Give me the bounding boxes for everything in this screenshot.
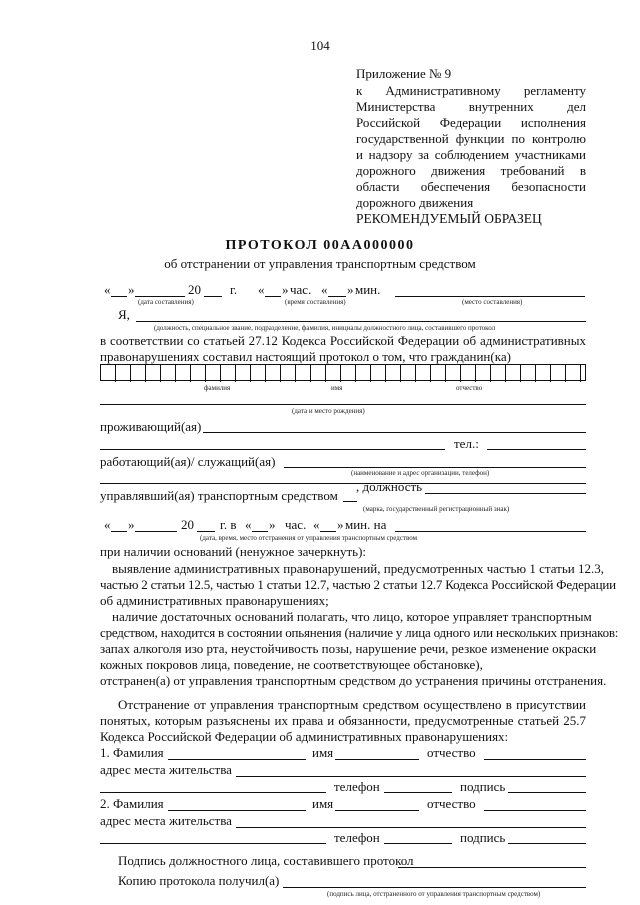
name-letter-cell[interactable] [221, 365, 236, 382]
min2-quote-close: » [337, 517, 344, 532]
name-letter-cell[interactable] [281, 365, 296, 382]
witness1-address-field[interactable] [236, 776, 586, 777]
grounds-item2-line3: запах алкоголя изо рта, неустойчивость позы, нарушение речи, резкое изменение окраски [100, 641, 597, 656]
min-label: мин. [355, 282, 381, 297]
witness2-phone-field[interactable] [384, 843, 452, 844]
appendix-line: Российской Федерации исполнения [356, 115, 586, 130]
witness2-address-field[interactable] [236, 827, 586, 828]
name-letter-cell[interactable] [146, 365, 161, 382]
hour-field[interactable] [265, 296, 281, 297]
name-letter-cell[interactable] [506, 365, 521, 382]
min2-field[interactable] [320, 531, 336, 532]
witness2-address-field-2[interactable] [100, 843, 326, 844]
name-letter-cell[interactable] [446, 365, 461, 382]
day2-quote-close: » [128, 517, 135, 532]
driving-caption: (марка, государственный регистрационный знак) [363, 505, 510, 513]
name-letter-cell[interactable] [206, 365, 221, 382]
name-letter-cell[interactable] [491, 365, 506, 382]
name-letter-cell[interactable] [176, 365, 191, 382]
day2-field[interactable] [111, 531, 127, 532]
name-letter-cell[interactable] [296, 365, 311, 382]
sample-label: РЕКОМЕНДУЕМЫЙ ОБРАЗЕЦ [356, 211, 542, 226]
witness2-signature-field[interactable] [508, 843, 586, 844]
grounds-item2-line4: кожных покровов лица, поведение, не соответствующее обстановке), [100, 657, 483, 672]
removal-place-field[interactable] [395, 531, 586, 532]
hour2-field[interactable] [252, 531, 268, 532]
hour-quote-close: » [282, 282, 289, 297]
min-quote-open: « [321, 282, 328, 297]
appendix-line: к Административному регламенту [356, 83, 586, 98]
name-letter-cell[interactable] [416, 365, 431, 382]
witness1-signature-label: подпись [460, 779, 506, 794]
name-letter-cell[interactable] [386, 365, 401, 382]
name-letter-cell[interactable] [251, 365, 266, 382]
hour2-label: час. [285, 517, 307, 532]
driving-label: управлявший(ая) транспортным средством [100, 488, 338, 503]
accordance-line-1: в соответствии со статьей 27.12 Кодекса Российской Федерации об административных [100, 333, 586, 348]
residing-label: проживающий(ая) [100, 419, 202, 434]
hour-quote-open: « [258, 282, 265, 297]
name-letter-cell[interactable] [356, 365, 371, 382]
day-quote-open: « [104, 282, 111, 297]
witness2-middle-name-field[interactable] [484, 810, 586, 811]
working-field-2[interactable] [100, 483, 586, 484]
appendix-line: дорожного движения [356, 195, 474, 210]
witness1-first-name-field[interactable] [335, 759, 419, 760]
phone-field[interactable] [487, 449, 586, 450]
witness2-phone-label: телефон [334, 830, 380, 845]
year2-field[interactable] [197, 531, 215, 532]
witness2-middle-name-label: отчество [427, 796, 476, 811]
name-letter-cell[interactable] [461, 365, 476, 382]
witness2-first-name-field[interactable] [335, 810, 419, 811]
appendix-line: государственной функции по контролю [356, 131, 586, 146]
name-letter-cell[interactable] [131, 365, 146, 382]
witness1-signature-field[interactable] [508, 792, 586, 793]
year-field[interactable] [204, 296, 222, 297]
caption-date: (дата составления) [138, 298, 194, 306]
protocol-title: ПРОТОКОЛ 00АА000000 [225, 238, 415, 253]
name-letter-cell[interactable] [311, 365, 326, 382]
grounds-item1-line3: об административных правонарушениях; [100, 593, 329, 608]
name-letter-cell[interactable] [521, 365, 536, 382]
official-signature-field[interactable] [398, 867, 586, 868]
witness1-first-name-label: имя [312, 745, 334, 760]
appendix-line: Министерства внутренних дел [356, 99, 586, 114]
appendix-line: и надзору за соблюдением участниками [356, 147, 586, 162]
name-letter-cell[interactable] [161, 365, 176, 382]
hour2-quote-close: » [269, 517, 276, 532]
caption-middle-name: отчество [456, 384, 483, 392]
day-quote-close: » [128, 282, 135, 297]
caption-first-name: имя [331, 384, 343, 392]
caption-last-name: фамилия [204, 384, 231, 392]
day2-quote-open: « [104, 517, 111, 532]
witness1-phone-label: телефон [334, 779, 380, 794]
hour-label: час. [290, 282, 312, 297]
witness1-address-field-2[interactable] [100, 792, 326, 793]
position-label: , должность [356, 479, 423, 494]
grounds-header: при наличии оснований (ненужное зачеркнуть): [100, 544, 367, 559]
witness1-phone-field[interactable] [384, 792, 452, 793]
copy-received-field[interactable] [283, 887, 586, 888]
working-label: работающий(ая)/ служащий(ая) [100, 454, 276, 469]
appendix-block [356, 66, 586, 211]
name-letter-cell[interactable] [566, 365, 581, 382]
name-letter-cell[interactable] [191, 365, 206, 382]
witness2-first-name-label: имя [312, 796, 334, 811]
ya-label: Я, [118, 307, 130, 322]
witness2-last-name-label: 2. Фамилия [100, 796, 164, 811]
grounds-item1-line1: выявление административных правонарушений, предусмотренных частью 1 статьи 12.3, [112, 561, 605, 576]
min-field[interactable] [328, 296, 346, 297]
name-letter-grid[interactable] [100, 364, 586, 381]
hour2-quote-open: « [245, 517, 252, 532]
witnesses-intro-line3: Кодекса Российской Федерации об административных правонарушениях: [100, 729, 509, 744]
year2-suffix: г. в [220, 517, 237, 532]
witness1-last-name-field[interactable] [168, 759, 306, 760]
place-field[interactable] [395, 296, 585, 297]
residing-field-2[interactable] [100, 449, 445, 450]
vehicle-field[interactable] [343, 501, 357, 502]
month2-field[interactable] [135, 531, 177, 532]
witness1-middle-name-label: отчество [427, 745, 476, 760]
year-prefix: 20 [188, 282, 201, 297]
grounds-item2-line2: средством, находится в состоянии опьянения (наличие у лица одного или нескольких признаков: [100, 625, 619, 640]
witness1-middle-name-field[interactable] [484, 759, 586, 760]
month-field[interactable] [135, 296, 185, 297]
name-letter-cell[interactable] [236, 365, 251, 382]
appendix-title: Приложение № 9 [356, 66, 452, 81]
page-number: 104 [310, 38, 330, 53]
year-suffix: г. [230, 282, 238, 297]
removed-statement: отстранен(а) от управления транспортным средством до устранения причины отстранения. [100, 673, 607, 688]
name-letter-cell[interactable] [266, 365, 281, 382]
birth-field[interactable] [100, 404, 586, 405]
name-letter-cell[interactable] [341, 365, 356, 382]
official-caption: (должность, специальное звание, подразделение, фамилия, инициалы должностного лица, составившего протокол [154, 324, 496, 332]
min2-quote-open: « [313, 517, 320, 532]
name-letter-cell[interactable] [551, 365, 566, 382]
witness2-address-label: адрес места жительства [100, 813, 232, 828]
working-field[interactable] [284, 467, 586, 468]
name-letter-cell[interactable] [401, 365, 416, 382]
accordance-line-2: правонарушениях составил настоящий протокол о том, что гражданин(ка) [100, 349, 511, 364]
grounds-item1-line2: частью 2 статьи 12.5, частью 1 статьи 12.7, частью 2 статьи 12.7 Кодекса Российской Федерации [100, 577, 616, 592]
witnesses-intro-line1: Отстранение от управления транспортным средством осуществлено в присутствии [118, 697, 586, 712]
caption-birth: (дата и место рождения) [292, 407, 365, 415]
name-letter-cell[interactable] [536, 365, 551, 382]
appendix-line: области обеспечения безопасности [356, 179, 586, 194]
working-caption: (наименование и адрес организации, телефон) [351, 469, 490, 477]
name-letter-cell[interactable] [476, 365, 491, 382]
name-letter-cell[interactable] [116, 365, 131, 382]
witness2-last-name-field[interactable] [168, 810, 306, 811]
grounds-item2-line1: наличие достаточных оснований полагать, что лицо, которое управляет транспортным [112, 609, 592, 624]
witnesses-intro-line2: понятых, которым разъяснены их права и обязанности, предусмотренные статьей 25.7 [100, 713, 586, 728]
witness2-signature-label: подпись [460, 830, 506, 845]
day-field[interactable] [111, 296, 127, 297]
protocol-subtitle: об отстранении от управления транспортным средством [164, 256, 476, 271]
name-letter-cell[interactable] [326, 365, 341, 382]
min-quote-close: » [347, 282, 354, 297]
phone-label: тел.: [454, 436, 479, 451]
name-letter-cell[interactable] [371, 365, 386, 382]
year2-prefix: 20 [181, 517, 194, 532]
name-letter-cell[interactable] [101, 365, 116, 382]
official-field[interactable] [136, 321, 586, 322]
appendix-line: дорожного движения требований в [356, 163, 586, 178]
residing-field[interactable] [203, 432, 586, 433]
removal-caption: (дата, время, место отстранения от управления транспортным средством [200, 534, 418, 542]
copy-received-caption: (подпись лица, отстраненного от управления транспортным средством) [327, 890, 541, 898]
witness1-address-label: адрес места жительства [100, 762, 232, 777]
caption-place: (место составления) [462, 298, 523, 306]
position-field[interactable] [425, 493, 586, 494]
name-letter-cell[interactable] [431, 365, 446, 382]
min2-label: мин. на [345, 517, 387, 532]
official-signature-label: Подпись должностного лица, составившего протокол [118, 853, 414, 868]
caption-time: (время составления) [285, 298, 346, 306]
copy-received-label: Копию протокола получил(а) [118, 873, 280, 888]
witness1-last-name-label: 1. Фамилия [100, 745, 164, 760]
